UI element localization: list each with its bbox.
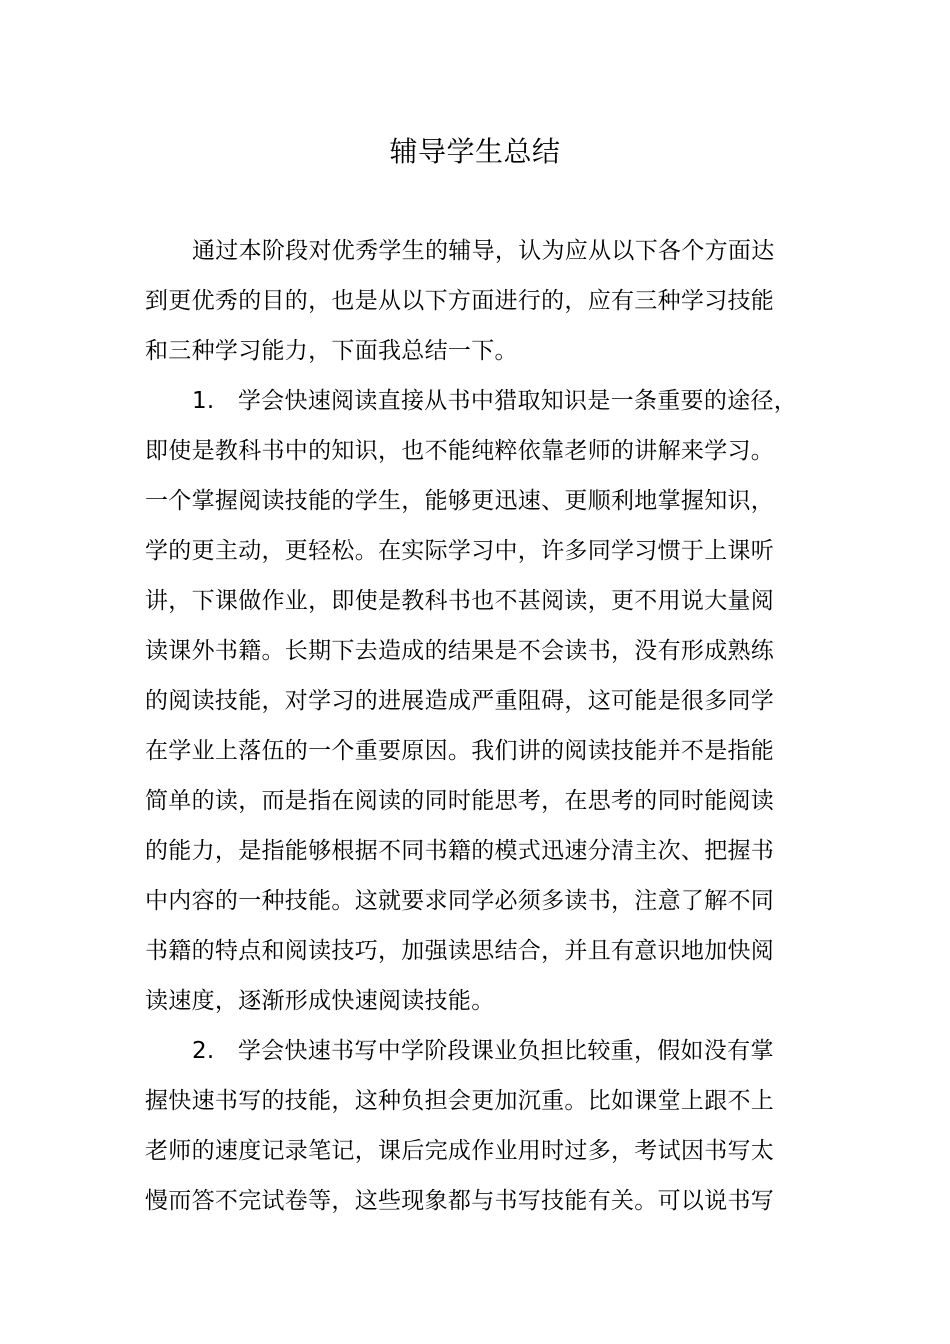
paragraph-line: 握快速书写的技能，这种负担会更加沉重。比如课堂上跟不上 [145, 1088, 775, 1114]
paragraph-line: 慢而答不完试卷等，这些现象都与书写技能有关。可以说书写 [145, 1188, 775, 1214]
document-body [145, 226, 810, 1226]
paragraph-line: 通过本阶段对优秀学生的辅导，认为应从以下各个方面达 [192, 238, 775, 264]
paragraph-line: 书籍的特点和阅读技巧，加强读思结合，并且有意识地加快阅 [145, 938, 775, 964]
document-title: 辅导学生总结 [389, 135, 561, 168]
paragraph-line: 的能力，是指能够根据不同书籍的模式迅速分清主次、把握书 [145, 838, 775, 864]
paragraph-line: 的阅读技能，对学习的进展造成严重阻碍，这可能是很多同学 [145, 688, 775, 714]
paragraph-line: 简单的读，而是指在阅读的同时能思考，在思考的同时能阅读 [145, 788, 775, 814]
paragraph-line: 到更优秀的目的，也是从以下方面进行的，应有三种学习技能 [145, 288, 775, 314]
paragraph-line: 读课外书籍。长期下去造成的结果是不会读书，没有形成熟练 [145, 638, 775, 664]
paragraph-line: 讲，下课做作业，即使是教科书也不甚阅读，更不用说大量阅 [145, 588, 775, 614]
paragraph-line: 老师的速度记录笔记，课后完成作业用时过多，考试因书写太 [145, 1138, 775, 1164]
paragraph-line: 读速度，逐渐形成快速阅读技能。 [145, 988, 495, 1014]
paragraph-line: 在学业上落伍的一个重要原因。我们讲的阅读技能并不是指能 [145, 738, 775, 764]
paragraph-line: 即使是教科书中的知识，也不能纯粹依靠老师的讲解来学习。 [145, 438, 775, 464]
paragraph-line: 一个掌握阅读技能的学生，能够更迅速、更顺利地掌握知识， [145, 488, 775, 514]
paragraph-line: 1. 学会快速阅读直接从书中猎取知识是一条重要的途径， [192, 388, 798, 414]
paragraph-line: 中内容的一种技能。这就要求同学必须多读书，注意了解不同 [145, 888, 775, 914]
paragraph-line: 学的更主动，更轻松。在实际学习中，许多同学习惯于上课听 [145, 538, 775, 564]
paragraph-line: 2. 学会快速书写中学阶段课业负担比较重，假如没有掌 [192, 1038, 774, 1064]
paragraph-line: 和三种学习能力，下面我总结一下。 [145, 338, 518, 364]
